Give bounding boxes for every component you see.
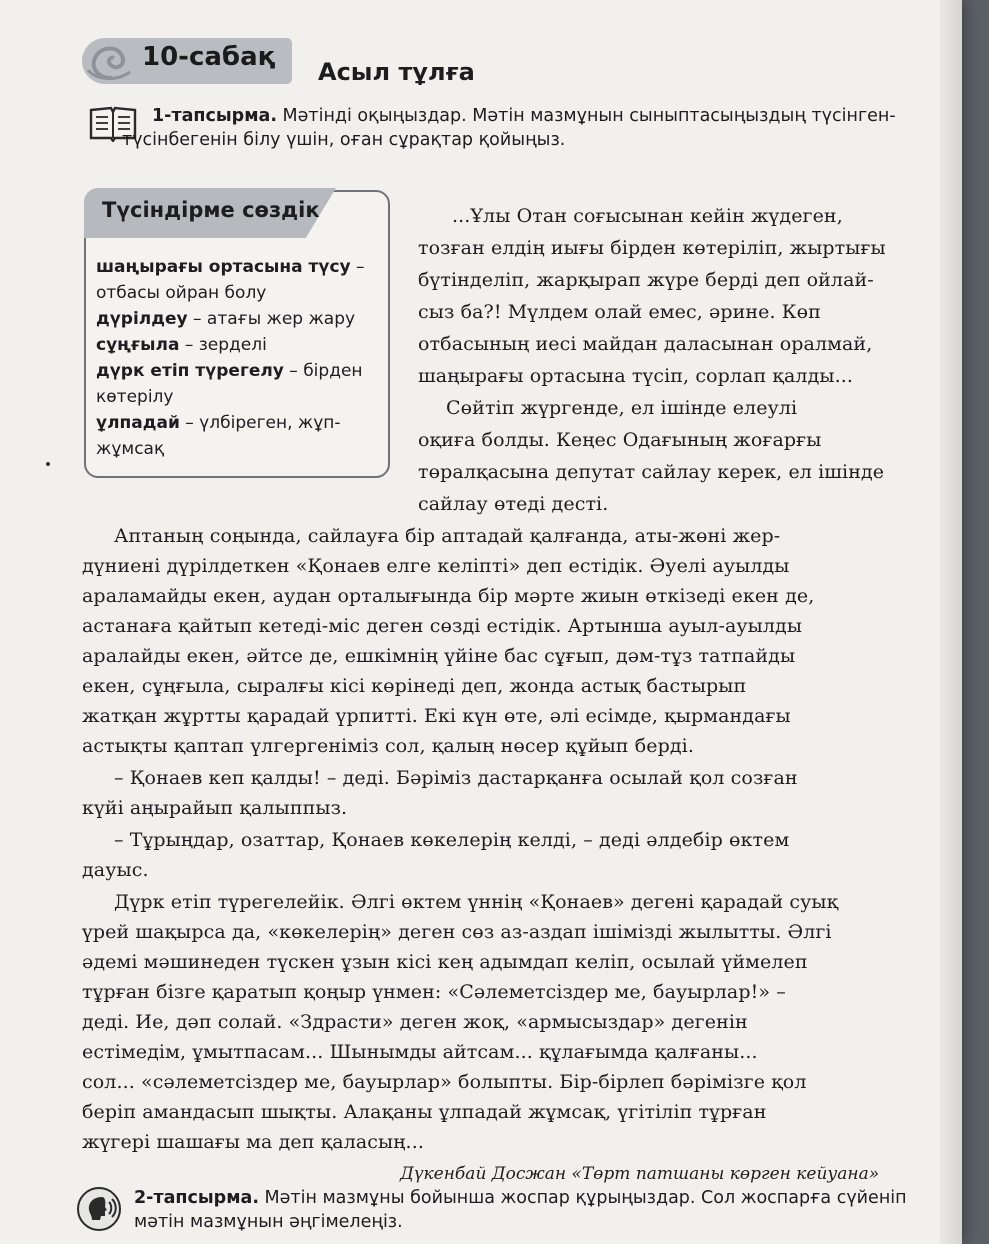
lesson-title: Асыл тұлға [318, 58, 475, 86]
text-line: сыз ба?! Мүлдем олай емес, әрине. Көп [418, 301, 821, 323]
task1-text: Мәтінді оқыңыздар. Мәтін мазмұнын сыныптасыңыздың түсінген- [276, 106, 896, 126]
text-line: астықты қаптап үлгергеніміз сол, қалың нөсер құйып берді. [82, 735, 694, 757]
text-line: Аптаның соңында, сайлауға бір аптадай қалғанда, аты-жөні жер- [114, 525, 781, 547]
glossary-title: Түсіндірме сөздік [102, 198, 320, 222]
text-line: жүгері шашағы ма деп қаласың... [82, 1131, 424, 1153]
glossary-definition: – атағы жер жару [187, 309, 356, 329]
text-line: екен, сұңғыла, сыралғы кісі көрінеді деп, жонда астық бастырып [82, 675, 747, 697]
text-line: дауыс. [82, 859, 149, 881]
glossary-entry [96, 358, 384, 410]
text-line: тұрған бізге қаратып қоңыр үнмен: «Сәлеметсіздер ме, бауырлар!» – [82, 981, 786, 1003]
text-line: астанаға қайтып кетеді-міс деген сөзді естідік. Артынша ауыл-ауылды [82, 615, 803, 637]
task1-label: 1-тапсырма. [152, 106, 277, 126]
glossary-entries [96, 254, 384, 462]
glossary-entry [96, 332, 384, 358]
glossary-term: дүрілдеу [96, 309, 188, 329]
text-line: Сөйтіп жүргенде, ел ішінде елеулі [446, 397, 798, 419]
glossary-term: шаңырағы ортасына түсу [96, 257, 351, 277]
text-line: тозған елдің иығы бірден көтеріліп, жыртығы [418, 237, 886, 259]
text-line: төралқасына депутат сайлау керек, ел ішінде [418, 461, 885, 483]
task2-line2: мәтін мазмұнын әңгімелеңіз. [134, 1212, 403, 1232]
task2-line1 [134, 1186, 907, 1210]
glossary-definition: – зерделі [179, 335, 267, 355]
speaking-icon [76, 1186, 122, 1232]
stray-dot [46, 462, 50, 466]
swirl-icon [86, 40, 138, 82]
text-line: – Қонаев кеп қалды! – деді. Бәріміз дастарқанға осылай қол созған [114, 767, 798, 789]
task2-label: 2-тапсырма. [134, 1188, 259, 1208]
text-line: Дүрк етіп түрегелейік. Әлгі өктем үннің «Қонаев» дегені қарадай суық [114, 891, 839, 913]
glossary-definition: – отбасы ойран болу [96, 257, 365, 303]
glossary-term: дүрк етіп түрегелу [96, 361, 284, 381]
text-line: араламайды екен, аудан орталығында бір мәрте жиын өткізеді екен де, [82, 585, 815, 607]
text-line: оқиға болды. Кеңес Одағының жоғарғы [418, 429, 822, 451]
text-line: отбасының иесі майдан даласынан оралмай, [418, 333, 873, 355]
glossary-term: сұңғыла [96, 335, 180, 355]
glossary-entry [96, 306, 384, 332]
glossary-definition: – үлбіреген, жұп-жұмсақ [96, 413, 341, 459]
text-line: аралайды екен, әйтсе де, ешкімнің үйіне бас сұғып, дәм-тұз татпайды [82, 645, 796, 667]
task2-text: Мәтін мазмұны бойынша жоспар құрыңыздар. Сол жоспарға сүйеніп [258, 1188, 907, 1208]
text-line: беріп амандасып шықты. Алақаны ұлпадай жұмсақ, үгітіліп тұрған [82, 1101, 767, 1123]
text-line: естімедім, ұмытпасам... Шынымды айтсам... құлағымда қалғаны... [82, 1041, 758, 1063]
glossary-entry [96, 410, 384, 462]
task1-line2: түсінбегенін білу үшін, оған сұрақтар қойыңыз. [122, 130, 566, 150]
glossary-term: ұлпадай [96, 413, 180, 433]
text-line: дүниені дүрілдеткен «Қонаев елге келіпті» деп естідік. Әуелі ауылды [82, 555, 790, 577]
text-line: – Тұрыңдар, озаттар, Қонаев көкелерің келді, – деді әлдебір өктем [114, 829, 790, 851]
glossary-definition: – бірден көтерілу [96, 361, 363, 407]
text-line: жатқан жұртты қарадай үрпитті. Екі күн өте, әлі есімде, қырмандағы [82, 705, 791, 727]
text-line: сол... «сәлеметсіздер ме, бауырлар» болыпты. Бір-бірлеп бәрімізге қол [82, 1071, 807, 1093]
text-line: сайлау өтеді десті. [418, 493, 609, 515]
text-line: әдемі мәшинеден түскен ұзын кісі кең адымдап келіп, осылай үймелеп [82, 951, 808, 973]
text-line: деді. Ие, дәп солай. «Здрасти» деген жоқ, «армысыздар» дегенін [82, 1011, 748, 1033]
text-line: шаңырағы ортасына түсіп, сорлап қалды... [418, 365, 854, 387]
task1-line1 [152, 104, 896, 128]
page-edge [940, 0, 962, 1244]
text-line: ...Ұлы Отан соғысынан кейін жүдеген, [452, 205, 843, 227]
lesson-number: 10-сабақ [142, 42, 276, 72]
source-citation: Дүкенбай Досжан «Төрт патшаны көрген кейуана» [400, 1164, 880, 1184]
text-line: күйі аңырайып қалыппыз. [82, 797, 348, 819]
text-line: үрей шақырса да, «көкелерің» деген сөз аз-аздап ішімізді жылытты. Әлгі [82, 921, 832, 943]
glossary-entry [96, 254, 384, 306]
text-line: бүтінделіп, жарқырап жүре берді деп ойлай- [418, 269, 874, 291]
